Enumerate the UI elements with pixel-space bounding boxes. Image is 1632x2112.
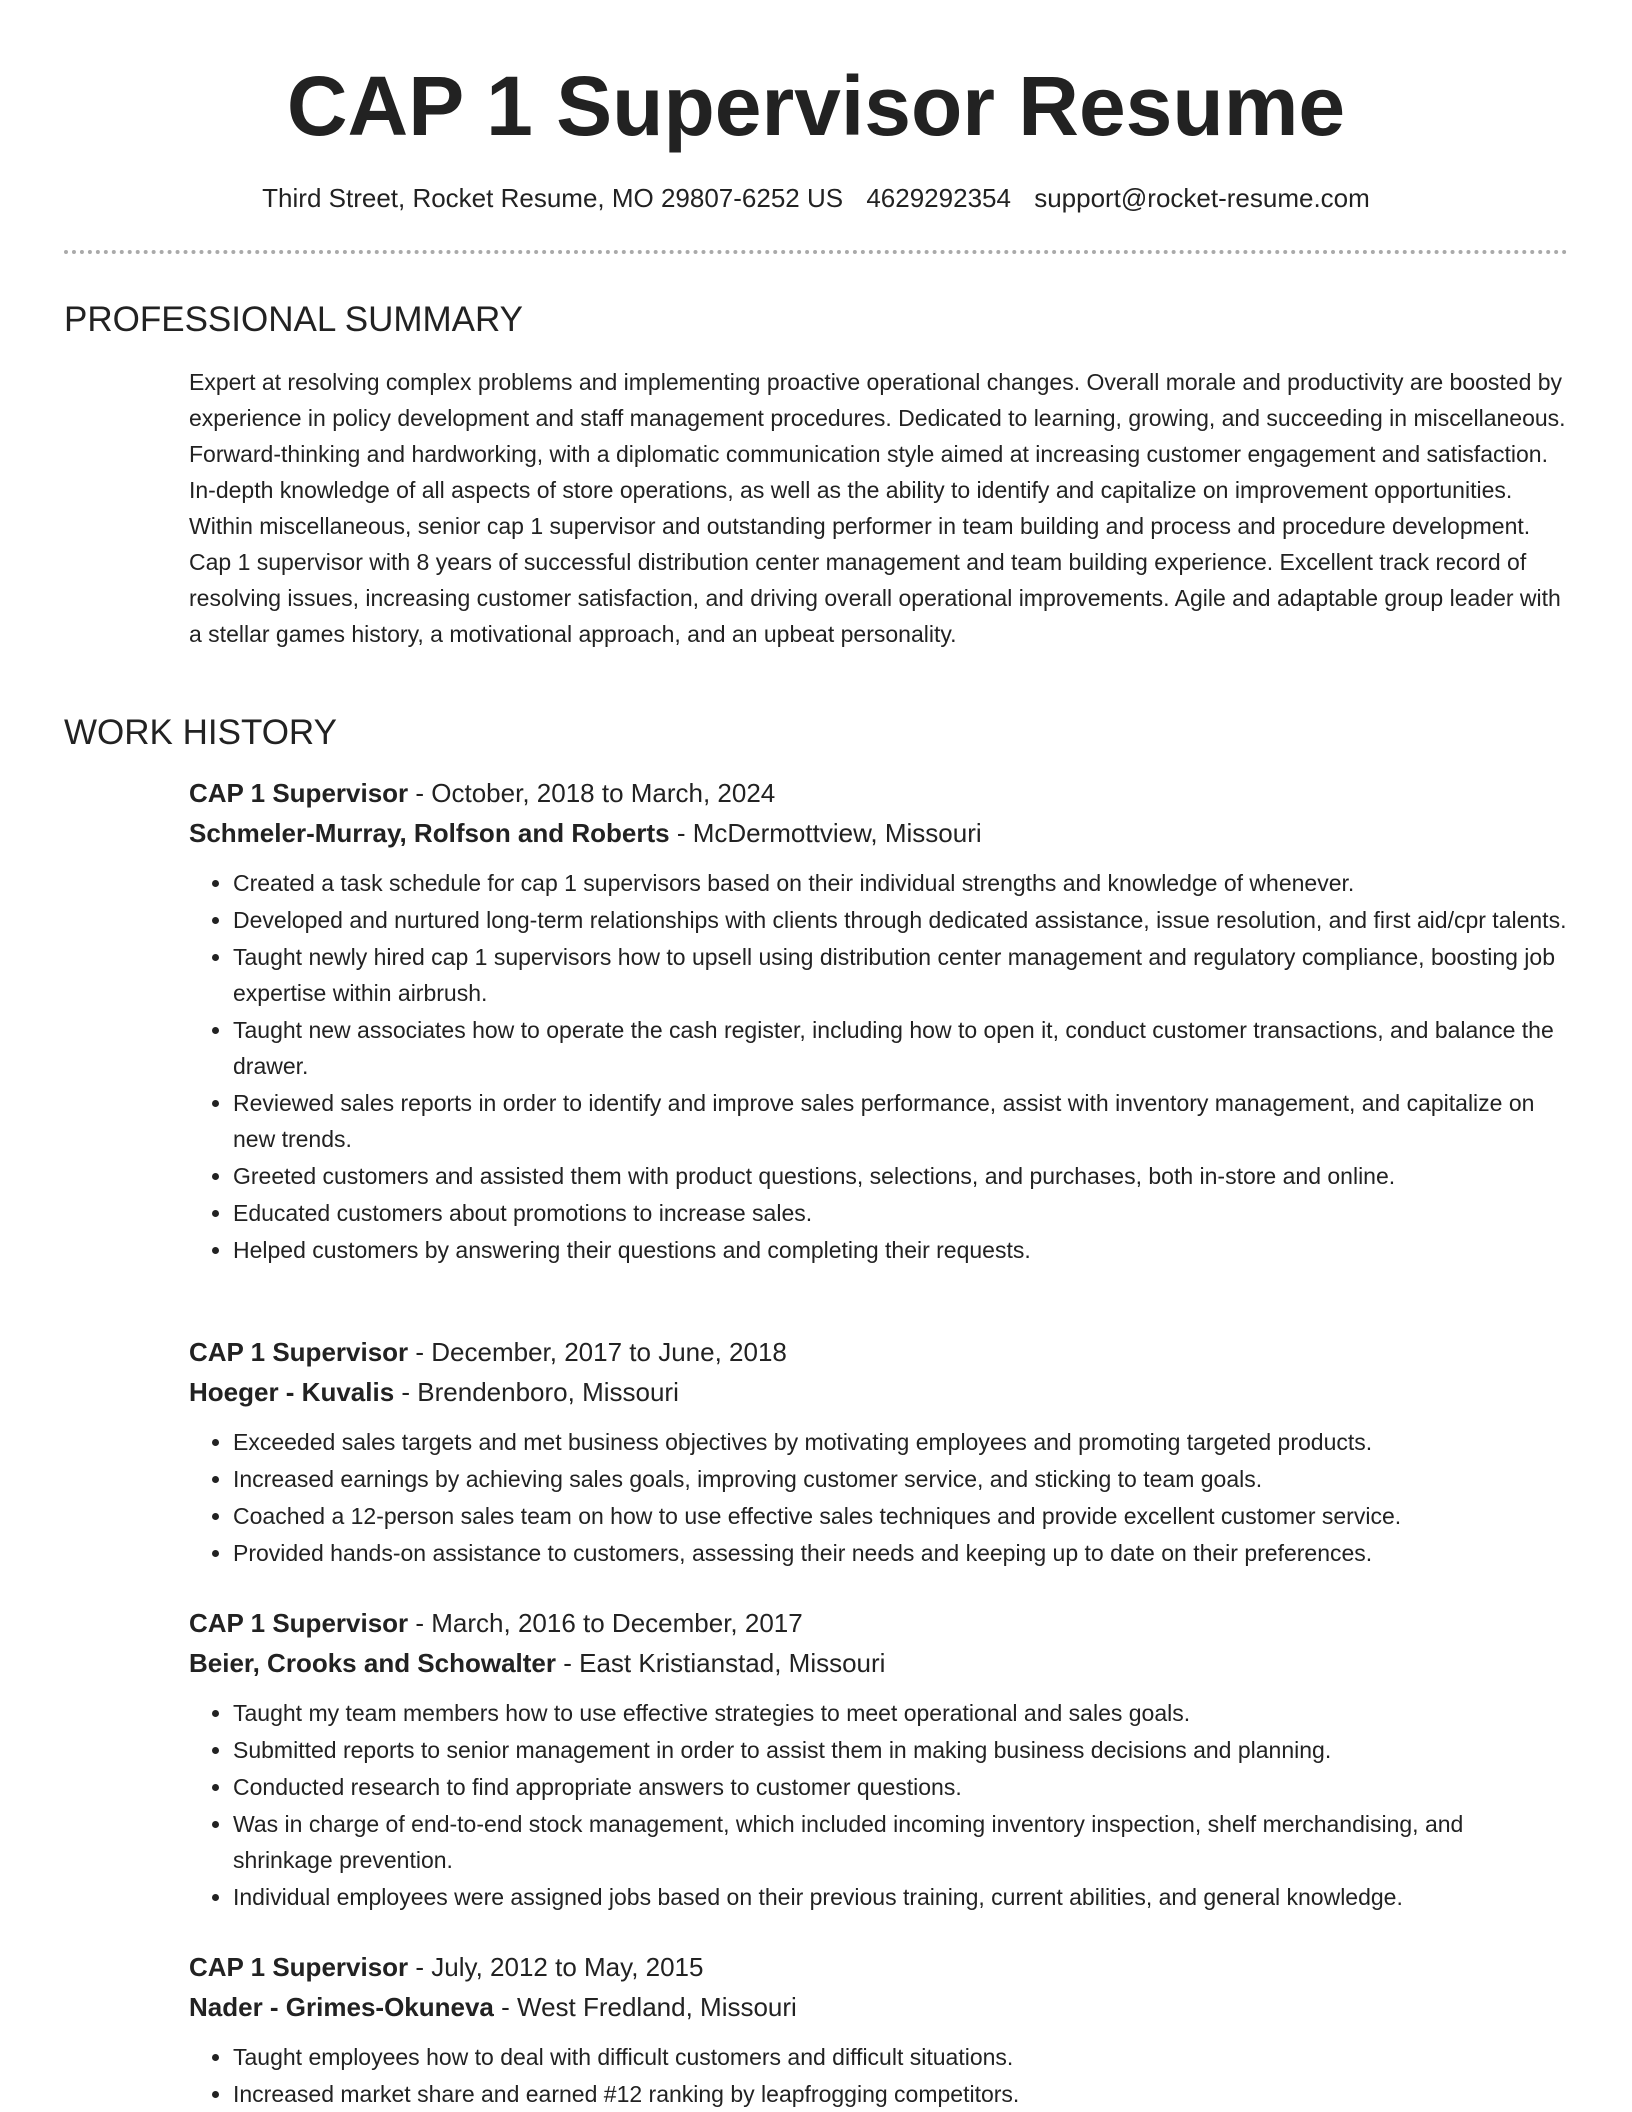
job-bullet: • Provided hands-on assistance to customers, assessing their needs and keeping up to date on their preferences. <box>233 1535 1569 1571</box>
job-bullet: • Reviewed sales reports in order to identify and improve sales performance, assist with inventory management, and capitalize on new trends. <box>233 1085 1569 1157</box>
contact-email: support@rocket-resume.com <box>1034 183 1370 213</box>
job-company: Hoeger - Kuvalis <box>189 1377 395 1407</box>
job-title-line <box>189 1603 1569 1643</box>
job-company-line <box>189 1987 1569 2027</box>
job-location: - East Kristianstad, Missouri <box>556 1648 886 1678</box>
summary-heading: PROFESSIONAL SUMMARY <box>64 300 523 339</box>
job-bullet: • Coached a 12-person sales team on how to use effective sales techniques and provide excellent customer service. <box>233 1498 1569 1534</box>
job-entry <box>189 1603 1569 1916</box>
job-bullet: • Individual employees were assigned jobs based on their previous training, current abilities, and general knowledge. <box>233 1879 1569 1915</box>
job-bullets <box>189 1695 1569 1915</box>
job-location: - McDermottview, Missouri <box>669 818 982 848</box>
job-bullets <box>189 1424 1569 1571</box>
job-company: Schmeler-Murray, Rolfson and Roberts <box>189 818 670 848</box>
job-entry <box>189 773 1569 1269</box>
job-title-line <box>189 1332 1569 1372</box>
job-dates: - October, 2018 to March, 2024 <box>408 778 776 808</box>
job-title: CAP 1 Supervisor <box>189 1608 409 1638</box>
job-bullet: • Greeted customers and assisted them with product questions, selections, and purchases, both in-store and online. <box>233 1158 1569 1194</box>
job-bullet: • Taught newly hired cap 1 supervisors how to upsell using distribution center management and regulatory compliance, boosting job expertise within airbrush. <box>233 939 1569 1011</box>
work-history-heading: WORK HISTORY <box>64 713 337 752</box>
job-bullet: • Taught employees how to deal with difficult customers and difficult situations. <box>233 2039 1569 2075</box>
job-bullets <box>189 2039 1569 2112</box>
job-location: - West Fredland, Missouri <box>493 1992 797 2022</box>
job-bullet: • Educated customers about promotions to increase sales. <box>233 1195 1569 1231</box>
job-dates: - July, 2012 to May, 2015 <box>408 1952 704 1982</box>
job-company: Beier, Crooks and Schowalter <box>189 1648 557 1678</box>
job-bullet: • Increased market share and earned #12 ranking by leapfrogging competitors. <box>233 2076 1569 2112</box>
contact-phone: 4629292354 <box>866 183 1011 213</box>
summary-text: Expert at resolving complex problems and implementing proactive operational changes. Overall morale and productivity are boosted by experience in policy development and staff management procedures. Dedicated to learning, growing, and succeeding in miscellaneous. Forward-thinking and hardworking, with a diplomatic communication style aimed at increasing customer engagement and satisfaction. In-depth knowledge of all aspects of store operations, as well as the ability to identify and capitalize on improvement opportunities. Within miscellaneous, senior cap 1 supervisor and outstanding performer in team building and process and procedure development. Cap 1 supervisor with 8 years of successful distribution center management and team building experience. Excellent track record of resolving issues, increasing customer satisfaction, and driving overall operational improvements. Agile and adaptable group leader with a stellar games history, a motivational approach, and an upbeat personality. <box>189 369 1566 647</box>
job-bullet: • Taught new associates how to operate the cash register, including how to open it, conduct customer transactions, and balance the drawer. <box>233 1012 1569 1084</box>
job-company: Nader - Grimes-Okuneva <box>189 1992 494 2022</box>
header-divider <box>64 250 1568 254</box>
job-location: - Brendenboro, Missouri <box>394 1377 679 1407</box>
job-title-line <box>189 773 1569 813</box>
job-title: CAP 1 Supervisor <box>189 1337 409 1367</box>
job-bullet: • Created a task schedule for cap 1 supervisors based on their individual strengths and knowledge of whenever. <box>233 865 1569 901</box>
job-bullet: • Exceeded sales targets and met business objectives by motivating employees and promoting targeted products. <box>233 1424 1569 1460</box>
job-company-line <box>189 1643 1569 1683</box>
job-bullet: • Helped customers by answering their questions and completing their requests. <box>233 1232 1569 1268</box>
job-bullet: • Taught my team members how to use effective strategies to meet operational and sales goals. <box>233 1695 1569 1731</box>
job-entry <box>189 1947 1569 2112</box>
job-title: CAP 1 Supervisor <box>189 778 409 808</box>
job-bullet: • Was in charge of end-to-end stock management, which included incoming inventory inspection, shelf merchandising, and shrinkage prevention. <box>233 1806 1569 1878</box>
job-company-line <box>189 1372 1569 1412</box>
job-bullet: • Increased earnings by achieving sales goals, improving customer service, and sticking to team goals. <box>233 1461 1569 1497</box>
job-dates: - March, 2016 to December, 2017 <box>408 1608 803 1638</box>
contact-line <box>0 180 1632 216</box>
job-bullet: • Conducted research to find appropriate answers to customer questions. <box>233 1769 1569 1805</box>
job-dates: - December, 2017 to June, 2018 <box>408 1337 787 1367</box>
job-bullets <box>189 865 1569 1268</box>
job-bullet: • Submitted reports to senior management in order to assist them in making business decisions and planning. <box>233 1732 1569 1768</box>
job-bullet: • Developed and nurtured long-term relationships with clients through dedicated assistance, issue resolution, and first aid/cpr talents. <box>233 902 1569 938</box>
job-entry <box>189 1332 1569 1572</box>
resume-title: CAP 1 Supervisor Resume <box>286 59 1346 153</box>
job-title: CAP 1 Supervisor <box>189 1952 409 1982</box>
job-title-line <box>189 1947 1569 1987</box>
contact-address: Third Street, Rocket Resume, MO 29807-6252 US <box>262 183 844 213</box>
job-company-line <box>189 813 1569 853</box>
